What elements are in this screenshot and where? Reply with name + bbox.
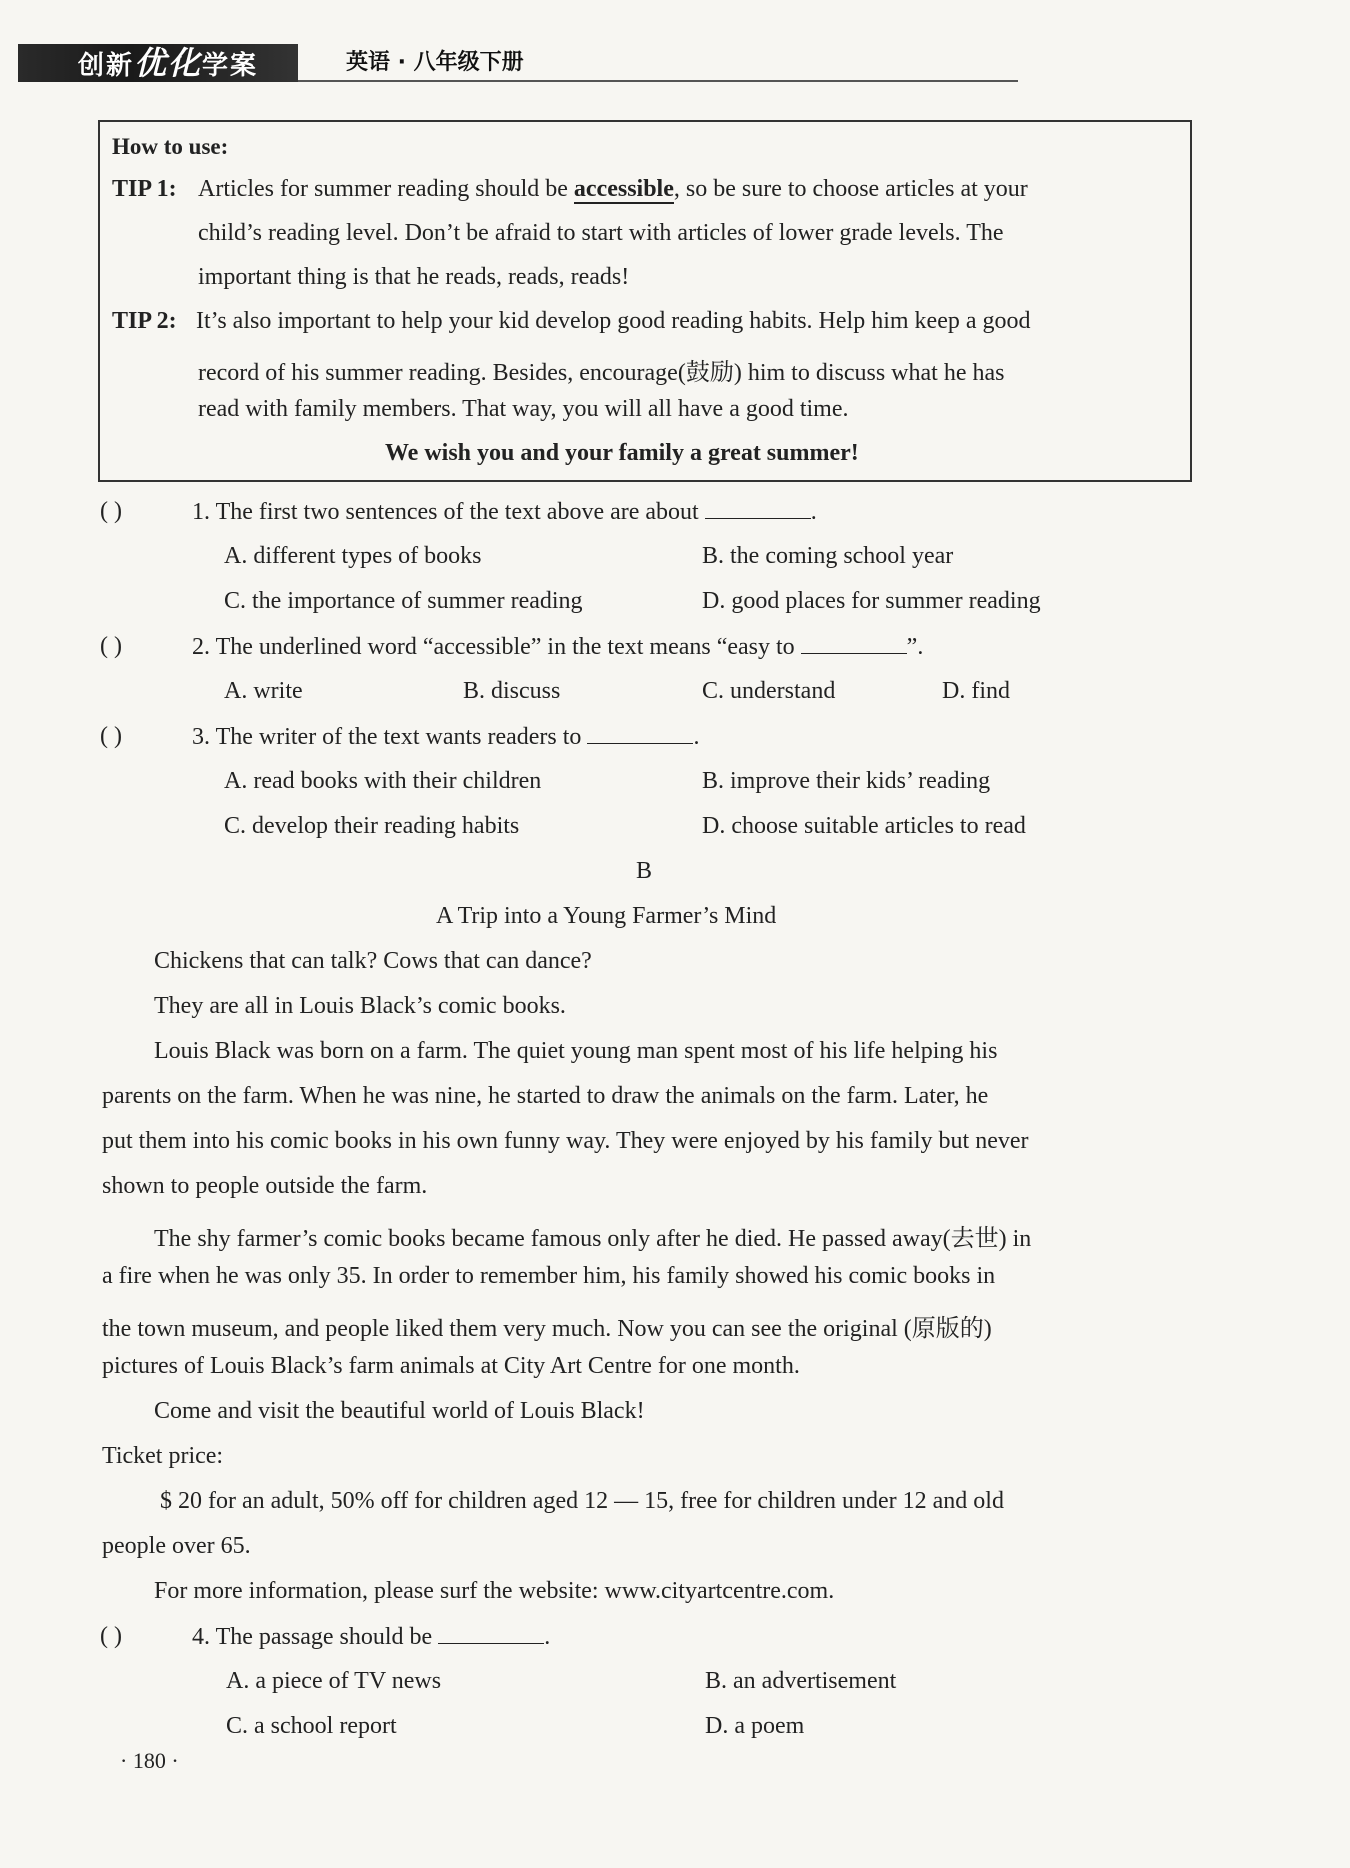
passage-title: A Trip into a Young Farmer’s Mind (436, 903, 777, 929)
q4-answer-paren[interactable]: ( ) (100, 1623, 122, 1649)
brand-text-post: 学案 (202, 51, 259, 81)
header-divider (298, 80, 1018, 82)
subject-title: 英语 · 八年级下册 (346, 50, 524, 75)
q1-stem-text: 1. The first two sentences of the text above are about (192, 499, 705, 525)
tip1-text-a: Articles for summer reading should be (198, 176, 574, 202)
q2-option-a[interactable]: A. write (224, 678, 303, 704)
q4-option-d[interactable]: D. a poem (705, 1713, 805, 1739)
page-number: · 180 · (120, 1748, 179, 1773)
q1-option-c[interactable]: C. the importance of summer reading (224, 588, 583, 614)
more-info-line: For more information, please surf the website: www.cityartcentre.com. (154, 1578, 835, 1604)
passage-paragraph-2: They are all in Louis Black’s comic books. (154, 993, 566, 1019)
tip1-line-1 (198, 176, 1028, 203)
passage-paragraph-4-line-2: a fire when he was only 35. In order to remember him, his family showed his comic books in (102, 1263, 996, 1289)
q2-stem-text: 2. The underlined word “accessible” in the text means “easy to (192, 634, 801, 660)
passage-paragraph-3-line-1: Louis Black was born on a farm. The quiet young man spent most of his life helping his (154, 1038, 998, 1064)
q1-option-b[interactable]: B. the coming school year (702, 543, 954, 569)
q2-blank (801, 633, 907, 654)
q4-option-b[interactable]: B. an advertisement (705, 1668, 897, 1694)
ticket-price-label: Ticket price: (102, 1443, 224, 1469)
tips-heading: How to use: (112, 134, 229, 159)
q1-stem (192, 498, 817, 526)
q3-answer-paren[interactable]: ( ) (100, 723, 122, 749)
tip2-label: TIP 2: (112, 308, 177, 334)
q1-blank (705, 498, 811, 519)
tip2-line-2: record of his summer reading. Besides, encourage(鼓励) him to discuss what he has (198, 360, 1005, 386)
q1-answer-paren[interactable]: ( ) (100, 498, 122, 524)
q4-stem (192, 1623, 550, 1651)
passage-paragraph-3-line-4: shown to people outside the farm. (102, 1173, 428, 1199)
section-label: B (636, 858, 653, 884)
passage-paragraph-3-line-3: put them into his comic books in his own funny way. They were enjoyed by his family but never (102, 1128, 1029, 1154)
ticket-price-line-1: $ 20 for an adult, 50% off for children aged 12 — 15, free for children under 12 and old (160, 1488, 1004, 1514)
passage-paragraph-1: Chickens that can talk? Cows that can dance? (154, 948, 592, 974)
q1-option-a[interactable]: A. different types of books (224, 543, 482, 569)
passage-paragraph-3-line-2: parents on the farm. When he was nine, he started to draw the animals on the farm. Later, he (102, 1083, 989, 1109)
q3-stem-end: . (693, 724, 700, 750)
q2-option-d[interactable]: D. find (942, 678, 1010, 704)
page-header (18, 44, 1018, 84)
brand-text-emph: 优化 (134, 44, 203, 82)
tip1-line-3: important thing is that he reads, reads, reads! (198, 264, 630, 290)
q3-stem-text: 3. The writer of the text wants readers to (192, 724, 588, 750)
tips-box (98, 120, 1192, 482)
q3-stem (192, 723, 699, 751)
tip1-label: TIP 1: (112, 176, 177, 202)
q1-option-d[interactable]: D. good places for summer reading (702, 588, 1041, 614)
tips-closing: We wish you and your family a great summer! (385, 440, 859, 466)
q4-option-c[interactable]: C. a school report (226, 1713, 397, 1739)
q2-option-b[interactable]: B. discuss (463, 678, 561, 704)
q3-option-b[interactable]: B. improve their kids’ reading (702, 768, 991, 794)
passage-paragraph-4-line-3: the town museum, and people liked them very much. Now you can see the original (原版的) (102, 1316, 992, 1342)
tip1-line-2: child’s reading level. Don’t be afraid to start with articles of lower grade levels. The (198, 220, 1004, 246)
q2-stem-end: ”. (906, 634, 924, 660)
q3-blank (587, 723, 693, 744)
q4-stem-text: 4. The passage should be (192, 1624, 439, 1650)
ticket-price-line-2: people over 65. (102, 1533, 251, 1559)
q2-answer-paren[interactable]: ( ) (100, 633, 122, 659)
brand-logo (18, 44, 298, 82)
q4-option-a[interactable]: A. a piece of TV news (226, 1668, 442, 1694)
tip2-line-3: read with family members. That way, you will all have a good time. (198, 396, 849, 422)
tip1-text-b: , so be sure to choose articles at your (673, 176, 1028, 202)
passage-paragraph-4-line-4: pictures of Louis Black’s farm animals at City Art Centre for one month. (102, 1353, 800, 1379)
q3-option-d[interactable]: D. choose suitable articles to read (702, 813, 1026, 839)
q4-stem-end: . (544, 1624, 551, 1650)
q3-option-c[interactable]: C. develop their reading habits (224, 813, 520, 839)
tip2-line-1: It’s also important to help your kid develop good reading habits. Help him keep a good (196, 308, 1031, 334)
q2-stem (192, 633, 923, 661)
q3-option-a[interactable]: A. read books with their children (224, 768, 542, 794)
q1-stem-end: . (810, 499, 817, 525)
q4-blank (438, 1623, 544, 1644)
passage-paragraph-4-line-1: The shy farmer’s comic books became famous only after he died. He passed away(去世) in (154, 1226, 1032, 1252)
brand-text-pre: 创新 (78, 51, 135, 81)
tip1-underlined-word: accessible (573, 176, 674, 202)
passage-paragraph-5: Come and visit the beautiful world of Louis Black! (154, 1398, 645, 1424)
q2-option-c[interactable]: C. understand (702, 678, 836, 704)
